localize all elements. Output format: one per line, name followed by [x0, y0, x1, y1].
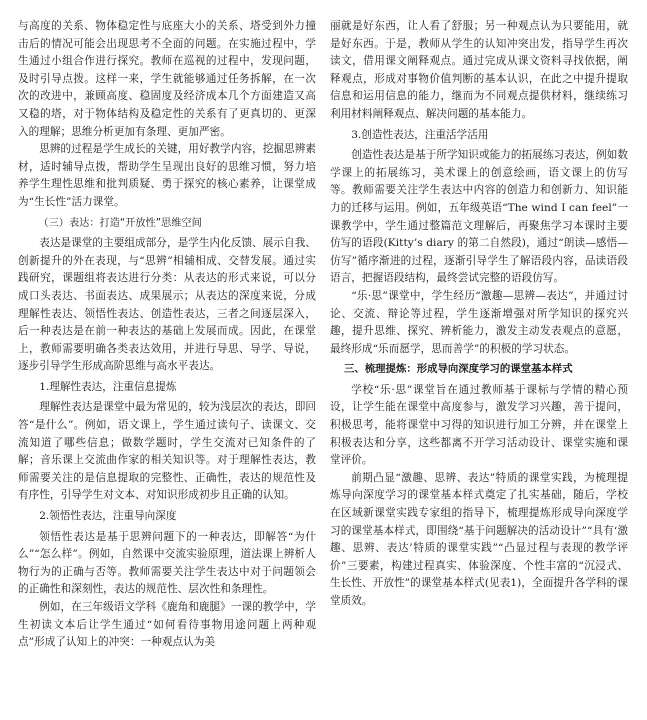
left-column: [18, 18, 316, 718]
paragraph-deer-lesson-continued: 丽就是好东西，让人看了舒服；另一种观点认为只要能用，就是好东西。于是，教师从学生的认知冲突出发，指导学生再次读文，借用课文阐释观点。通过完成从课文资料寻找依据，阐释观点，形成对事物价值判断的基本认识，在此之中提升提取信息和运用信息的能力，继而为不同观点提供材料，继续练习利用材料阐释观点、解决问题的基本能力。: [330, 20, 628, 120]
paragraph-expression-types: 表达是课堂的主要组成部分，是学生内化反馈、展示自我、创新提升的外在表现，与“思辨”相辅相成、交替发展。通过实践研究，课题组将表达进行分类：从表达的形式来说，可以分成口头表达、书面表达、成果展示；从表达的深度来说，分成理解性表达、领悟性表达、创造性表达，三者之间逐层深入，后一种表达是在前一种表达的基础上发展而成。因此，在课堂上，教师需要明确各类表达效用，并进行导思、导学、导说，逐步引导学生形成高阶思维与高水平表达。: [18, 237, 316, 373]
paragraph-tower-experiment: 与高度的关系、物体稳定性与底座大小的关系、塔受到外力撞击后的情况可能会出现思考不全面的问题。在实施过程中，学生通过小组合作进行探究。教师在巡视的过程中，发现问题，及时引导点拨。这样一来，学生就能够通过任务拆解，在一次次的改进中，兼顾高度、稳固度及经济成本几个方面建造又高又稳的塔，对于物体结构及稳定性的关系有了更真切的、更深入的理解；思维分析更加有条理、更加严密。: [18, 20, 316, 138]
paragraph-basic-style: 前期凸显“激趣、思辨、表达”特质的课堂实践，为梳理提炼导向深度学习的课堂基本样式奠定了扎实基础，随后，学校在区域新课堂实践专家组的指导下，梳理提炼形成导向深度学习的课堂基本样式，即围绕“基于问题解决的活动设计”“具有‘激趣、思辨、表达’特质的课堂实践”“凸显过程与表现的教学评价”三要素，构建过程真实、体验深度、个性丰富的“沉浸式、生长性、开放性”的课堂基本样式(见表1)，全面提升各学科的课堂质效。: [330, 471, 628, 607]
subheading-insight: 2.领悟性表达，注重导向深度: [39, 510, 177, 523]
section-heading-summary: 三、梳理提炼：形成导向深度学习的课堂基本样式: [344, 363, 573, 376]
paragraph-school-goal: 学校“乐·思”课堂旨在通过教师基于课标与学情的精心预设，让学生能在课堂中高度参与，激发学习兴趣，善于提问，积极思考，能将课堂中习得的知识进行加工分辨，并在课堂上积极表达和分享，这些都离不开学习活动设计、课堂实施和课堂评价。: [330, 383, 628, 467]
paragraph-thinking-process: 思辨的过程是学生成长的关键，用好教学内容，挖掘思辨素材，适时辅导点拨，帮助学生呈现出良好的思维习惯，努力培养学生理性思维和批判质疑、勇于探究的核心素养，让课堂成为“生长性”活力课堂。: [18, 143, 316, 208]
paragraph-deer-lesson: 例如，在三年级语文学科《鹿角和鹿腿》一课的教学中，学生初读文本后让学生通过“如何看待事物用途问题上两种观点”形成了认知上的冲突：一种观点认为美: [18, 601, 316, 649]
right-column: [330, 18, 628, 718]
paragraph-insight: 领悟性表达是基于思辨问题下的一种表达，即解答“为什么”“怎么样”。例如，自然课中交流实验原理，道法课上辨析人物行为的正确与否等。教师需要关注学生表达中对于问题领会的正确性和深刻性，表达的规范性、层次性和条理性。: [18, 530, 316, 596]
subheading-comprehension: 1.理解性表达，注重信息提炼: [39, 380, 177, 393]
section-heading-expression: （三）表达：打造“开放性”思维空间: [38, 217, 202, 229]
paragraph-leside-classroom: “乐·思”课堂中，学生经历“激趣—思辨—表达”，并通过讨论、交流、辩论等过程，学生逐渐增强对所学知识的探究兴趣，提升思维、探究、辨析能力，激发主动发表观点的意愿，最终形成“乐而愿学，思而善学”的积极的学习状态。: [330, 289, 628, 355]
subheading-creative: 3.创造性表达，注重活学活用: [351, 128, 489, 141]
paragraph-comprehension: 理解性表达是课堂中最为常见的，较为浅层次的表达，即回答“是什么”。例如，语文课上，学生通过读句子、读课文、交流知道了哪些信息；做数学题时，学生交流对已知条件的了解；音乐课上交流曲作家的相关知识等。对于理解性表达，教师需要关注的是信息提取的完整性、正确性，表达的规范性及有序性，引导学生对文本、对知识形成初步且正确的认知。: [18, 401, 316, 502]
paragraph-creative: 创造性表达是基于所学知识或能力的拓展练习表达，例如数学课上的拓展练习，美术课上的创意绘画，语文课上的仿写等。教师需要关注学生表达中内容的创造力和创新力、知识能力的迁移与运用。例如，五年级英语“The wind I can feel”一课教学中，学生通过整篇范文理解后，再聚焦学习本课时主要仿写的语段(Kitty’s diary 的第二自然段)，通过“朗读—感悟—仿写”循序渐进的过程，逐渐引导学生了解语段内容，品读语段语言，把握语段结构，最终尝试完整的语段仿写。: [330, 149, 628, 285]
